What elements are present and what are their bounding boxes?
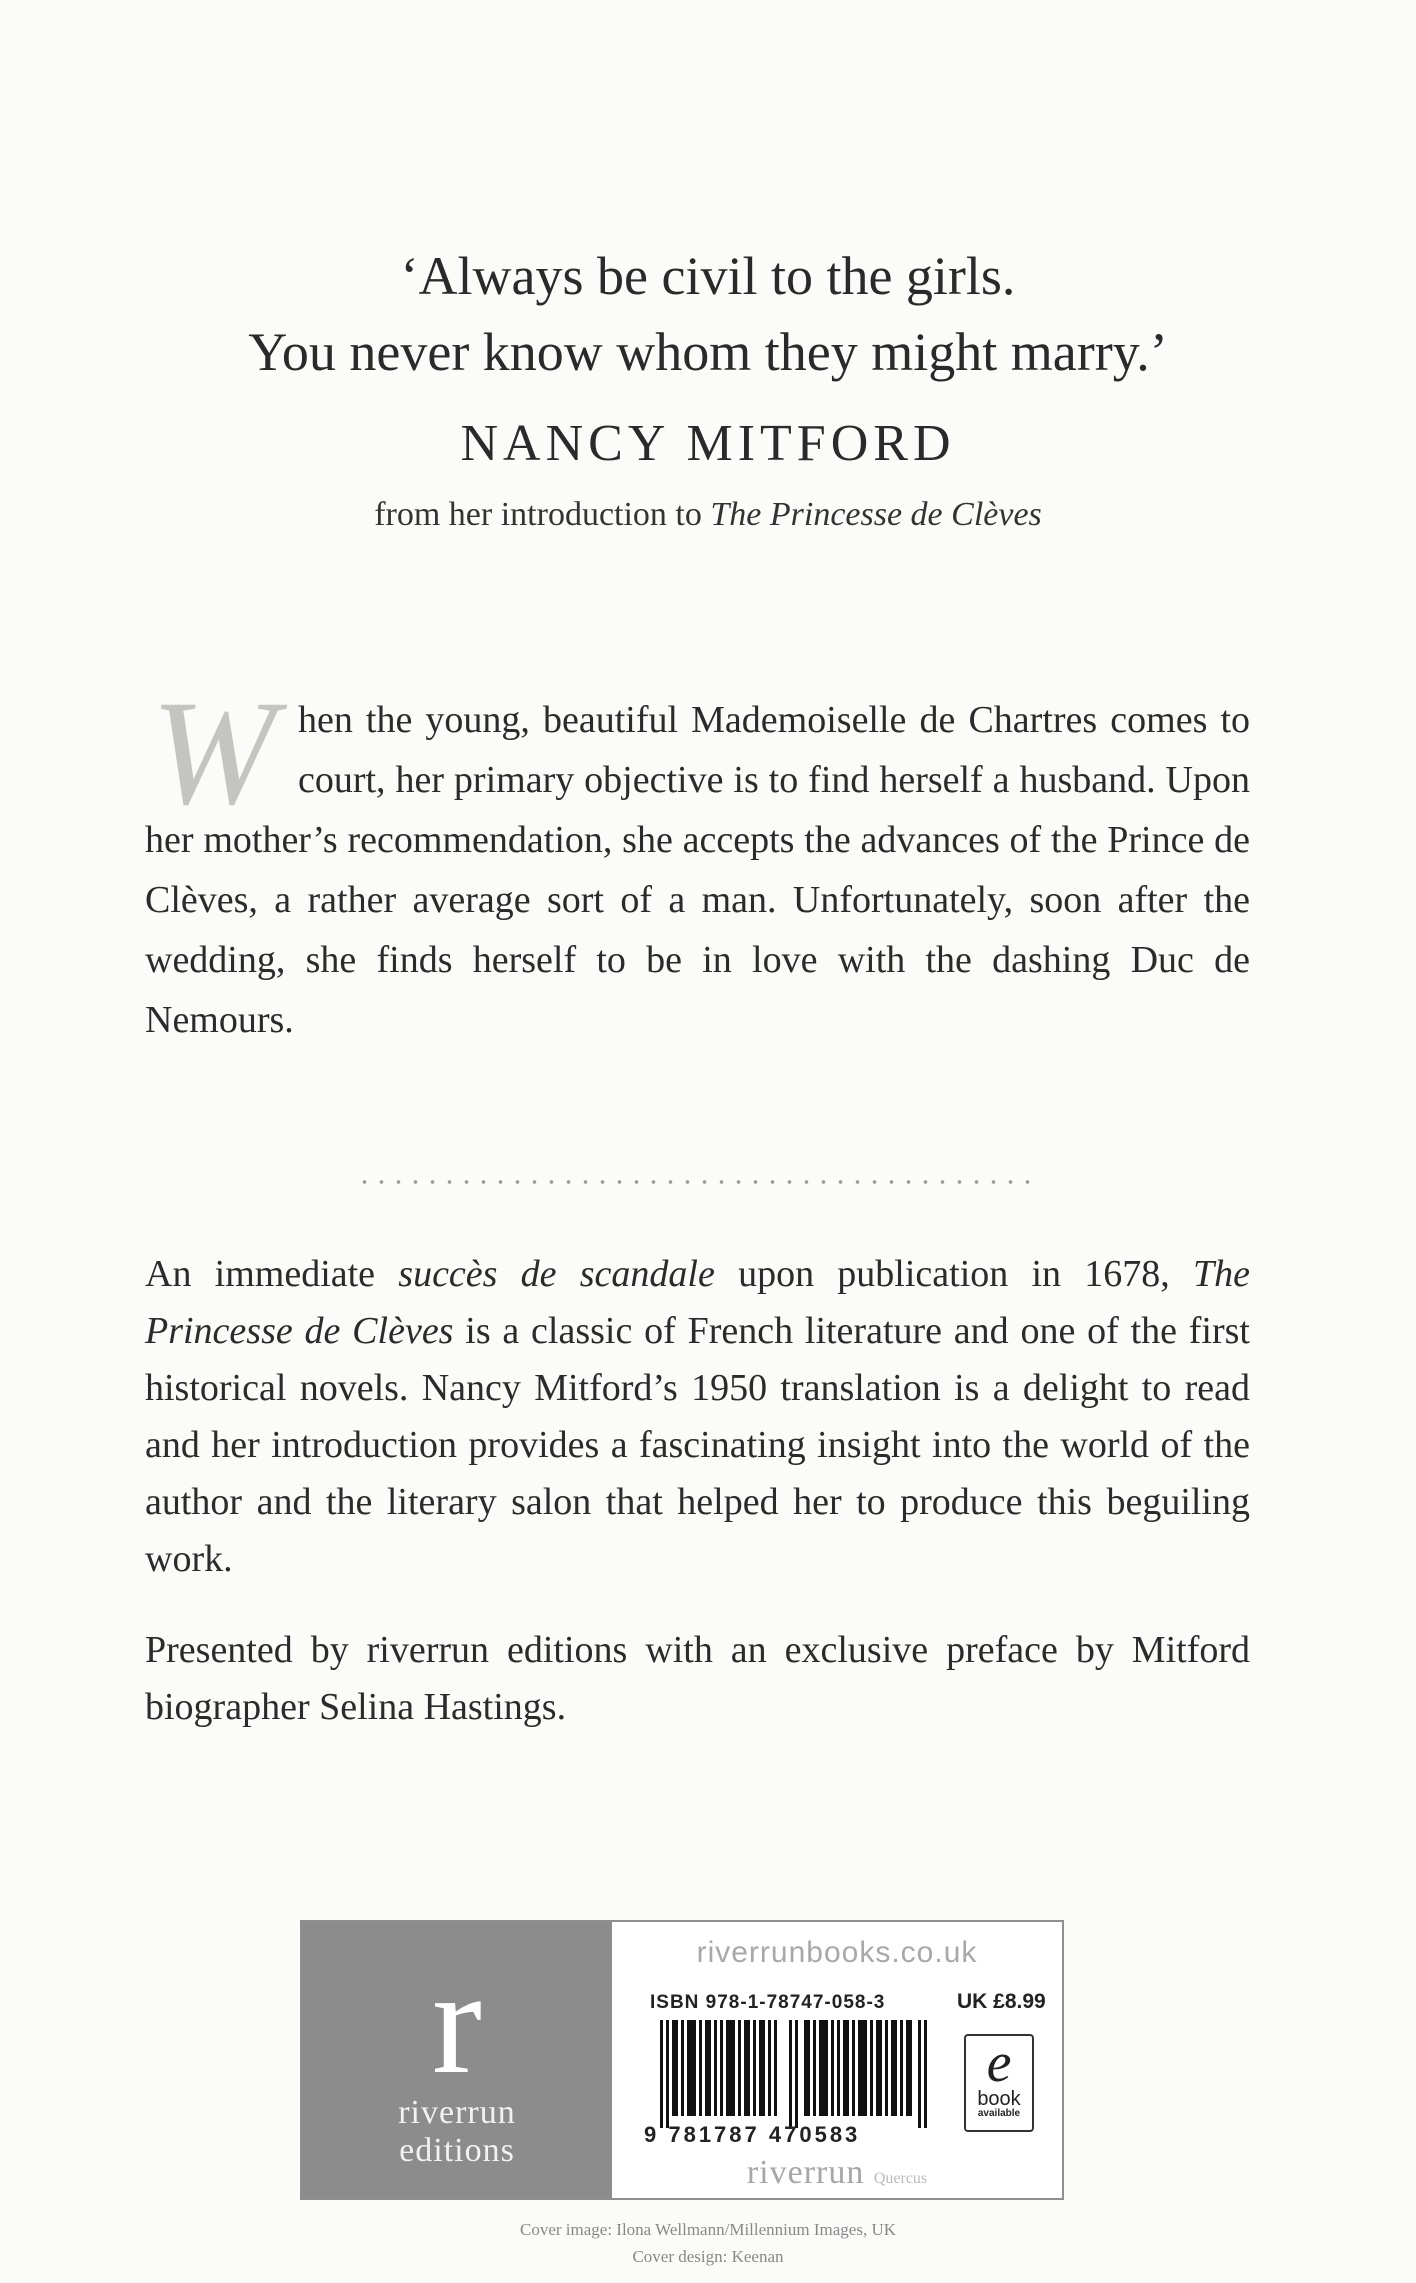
quote-line-2: You never know whom they might marry.’ — [248, 322, 1168, 382]
logo-line-1: riverrun — [398, 2094, 516, 2131]
barcode-digits: 9 781787 470583 — [644, 2122, 861, 2147]
publisher-website: riverrunbooks.co.uk — [696, 1936, 978, 1969]
para2-text-1: An immediate — [145, 1253, 399, 1295]
epigraph-quote — [0, 238, 1416, 390]
para2-text-3: is a classic of French literature and one of the first historical novels. Nancy Mitford’s 1950 translation is a delight to read and her introduction provides a fascinating insight into the world of the author and the literary salon that helped her to produce this beguiling work. — [145, 1310, 1250, 1580]
edition-paragraph: Presented by riverrun editions with an exclusive preface by Mitford biographer Selina Hastings. — [145, 1629, 1250, 1728]
source-title: The Princesse de Clèves — [710, 496, 1042, 533]
para2-italic-1: succès de scandale — [398, 1253, 715, 1295]
price-label: UK £8.99 — [957, 1990, 1046, 2013]
ebook-e-icon: e — [986, 2032, 1012, 2094]
dotted-divider — [356, 1180, 1036, 1184]
ebook-word: book — [977, 2088, 1021, 2110]
isbn-label: ISBN 978-1-78747-058-3 — [650, 1992, 886, 2013]
quote-source — [0, 496, 1416, 534]
intro-text: hen the young, beautiful Mademoiselle de Chartres comes to court, her primary objective is to find herself a husband. Upon her mother’s recommendation, she accepts the advances of the Prince de Clèves, a rather average sort of a man. Unfortunately, soon after the wedding, she finds herself to be in love with the dashing Duc de Nemours. — [145, 699, 1250, 1041]
intro-paragraph — [145, 670, 1250, 1050]
imprint-small: Quercus — [873, 2170, 928, 2187]
para2-italic-2: The Princesse de Clèves — [145, 1253, 1250, 1352]
publisher-logo — [302, 1922, 612, 2198]
quote-line-1: ‘Always be civil to the girls. — [400, 246, 1016, 306]
logo-line-2: editions — [399, 2132, 515, 2169]
imprint-line — [612, 2154, 1062, 2192]
para2-text-2: upon publication in 1678, — [714, 1253, 1193, 1295]
cover-image-credit: Cover image: Ilona Wellmann/Millennium Images, UK — [519, 2220, 897, 2239]
cover-design-credit: Cover design: Keenan — [632, 2247, 784, 2266]
description-paragraph — [145, 1246, 1250, 1588]
ebook-available-badge — [964, 2034, 1034, 2132]
quote-author: NANCY MITFORD — [460, 415, 956, 472]
ebook-available: available — [977, 2108, 1021, 2119]
logo-name — [302, 2094, 612, 2170]
cover-credits — [0, 2216, 1416, 2270]
imprint-name: riverrun — [746, 2154, 865, 2191]
barcode-panel — [300, 1920, 1064, 2200]
logo-letter: r — [432, 1939, 482, 2105]
drop-cap: W — [151, 670, 276, 836]
source-prefix: from her introduction to — [374, 496, 711, 533]
barcode-graphic — [660, 2020, 930, 2128]
